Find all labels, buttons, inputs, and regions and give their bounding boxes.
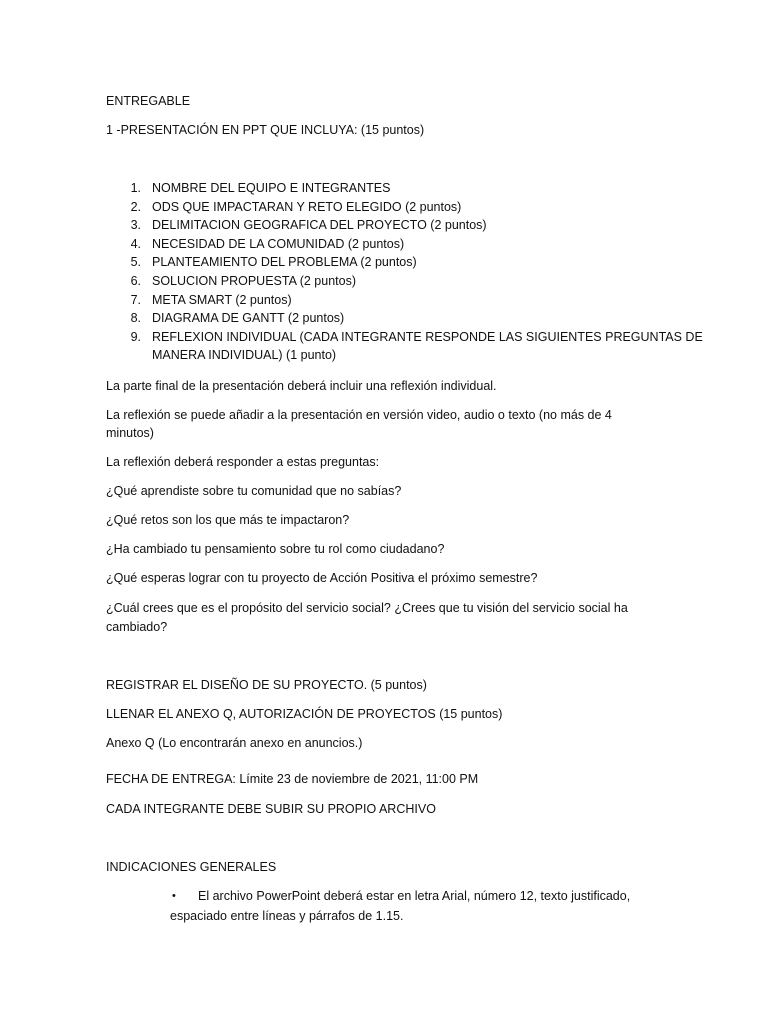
document-heading: ENTREGABLE: [106, 94, 191, 108]
question-5-continuation: cambiado?: [106, 620, 168, 634]
list-item-continuation: MANERA INDIVIDUAL) (1 punto): [152, 348, 337, 363]
question-2: ¿Qué retos son los que más te impactaron?: [106, 513, 350, 527]
list-number: 9.: [130, 329, 141, 344]
list-item: DIAGRAMA DE GANTT (2 puntos): [152, 311, 345, 326]
paragraph-reflection-format-continuation: minutos): [106, 426, 154, 440]
bullet-item-continuation: espaciado entre líneas y párrafos de 1.15.: [170, 909, 404, 923]
paragraph-reflection-format: La reflexión se puede añadir a la presentación en versión video, audio o texto (no más de 4: [106, 408, 612, 422]
question-5: ¿Cuál crees que es el propósito del servicio social? ¿Crees que tu visión del servicio social ha: [106, 601, 628, 615]
paragraph-questions-intro: La reflexión deberá responder a estas preguntas:: [106, 455, 380, 469]
upload-instruction: CADA INTEGRANTE DEBE SUBIR SU PROPIO ARCHIVO: [106, 802, 436, 816]
task-fill-annex: LLENAR EL ANEXO Q, AUTORIZACIÓN DE PROYECTOS (15 puntos): [106, 707, 503, 721]
list-item: REFLEXION INDIVIDUAL (CADA INTEGRANTE RESPONDE LAS SIGUIENTES PREGUNTAS DE: [152, 329, 703, 344]
bullet-item: El archivo PowerPoint deberá estar en letra Arial, número 12, texto justificado,: [198, 889, 631, 903]
list-item: META SMART (2 puntos): [152, 292, 292, 307]
annex-note: Anexo Q (Lo encontrarán anexo en anuncios.): [106, 736, 363, 750]
question-3: ¿Ha cambiado tu pensamiento sobre tu rol como ciudadano?: [106, 542, 445, 556]
paragraph-final-reflection: La parte final de la presentación deberá incluir una reflexión individual.: [106, 379, 497, 393]
bullet-icon: •: [172, 890, 176, 902]
general-instructions-title: INDICACIONES GENERALES: [106, 860, 277, 874]
list-item: SOLUCION PROPUESTA (2 puntos): [152, 274, 356, 288]
list-number: 2.: [130, 199, 141, 214]
question-4: ¿Qué esperas lograr con tu proyecto de Acción Positiva el próximo semestre?: [106, 571, 538, 585]
section-1-title: 1 -PRESENTACIÓN EN PPT QUE INCLUYA: (15 puntos): [106, 123, 425, 137]
list-item: DELIMITACION GEOGRAFICA DEL PROYECTO (2 puntos): [152, 218, 487, 233]
list-item: PLANTEAMIENTO DEL PROBLEMA (2 puntos): [152, 255, 417, 270]
list-number: 8.: [130, 311, 141, 326]
list-number: 3.: [130, 218, 141, 233]
question-1: ¿Qué aprendiste sobre tu comunidad que no sabías?: [106, 484, 402, 498]
list-item: ODS QUE IMPACTARAN Y RETO ELEGIDO (2 puntos): [152, 199, 462, 214]
task-register-design: REGISTRAR EL DISEÑO DE SU PROYECTO. (5 puntos): [106, 678, 427, 692]
list-number: 4.: [130, 236, 141, 251]
due-date: FECHA DE ENTREGA: Límite 23 de noviembre de 2021, 11:00 PM: [106, 772, 479, 786]
list-item: NOMBRE DEL EQUIPO E INTEGRANTES: [152, 181, 391, 195]
list-number: 6.: [130, 274, 141, 288]
list-number: 5.: [130, 255, 141, 270]
list-item: NECESIDAD DE LA COMUNIDAD (2 puntos): [152, 236, 405, 251]
list-number: 1.: [130, 181, 141, 195]
list-number: 7.: [130, 292, 141, 307]
